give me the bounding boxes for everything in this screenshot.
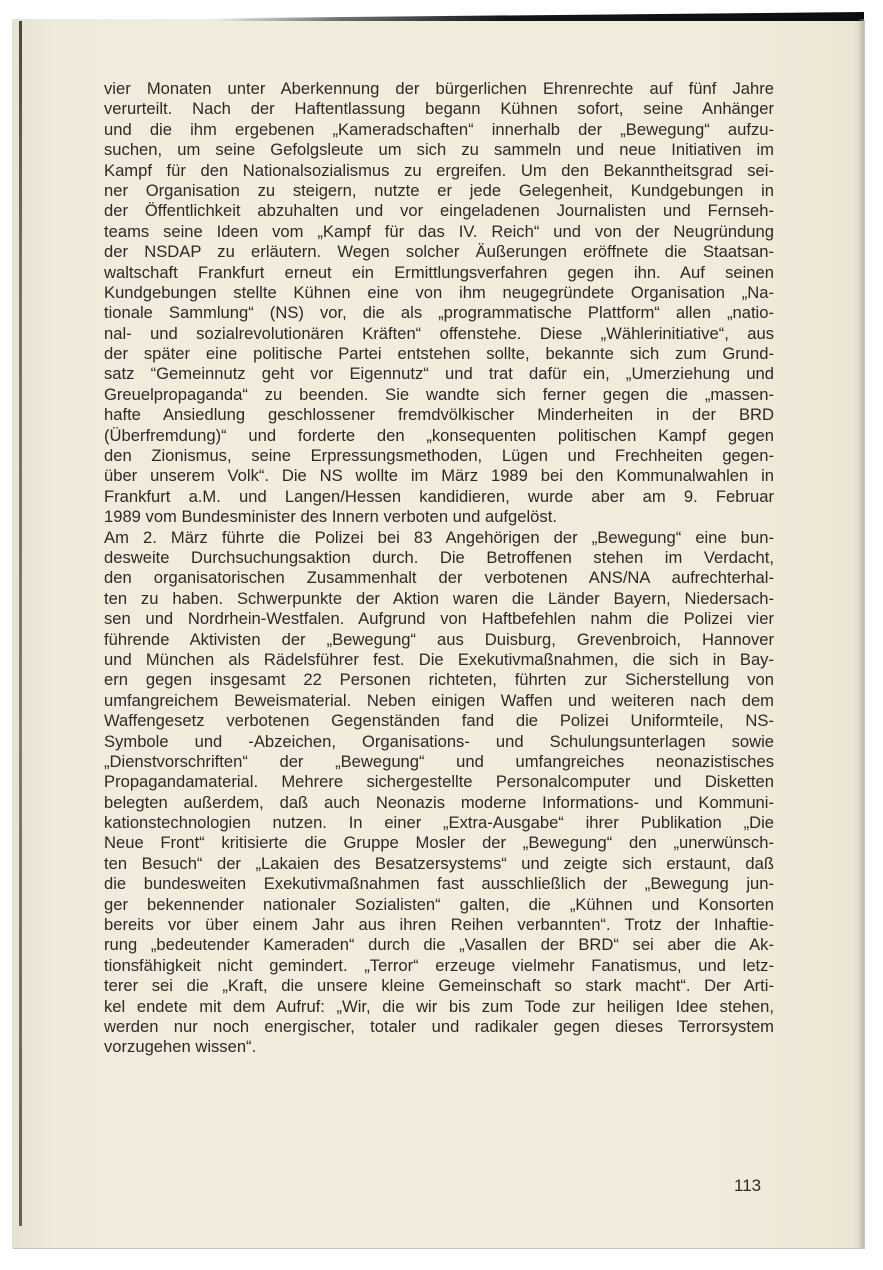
text-line: belegten außerdem, daß auch Neonazis moderne Informations- und Kommuni- <box>104 792 774 812</box>
text-line: rung „bedeutender Kameraden“ durch die „Vasallen der BRD“ sei aber die Ak- <box>104 935 774 955</box>
text-line: ten zu haben. Schwerpunkte der Aktion waren die Länder Bayern, Niedersach- <box>104 588 774 608</box>
text-line: den organisatorischen Zusammenhalt der verbotenen ANS/NA aufrechterhal- <box>104 568 774 588</box>
text-line: und die ihm ergebenen „Kameradschaften“ innerhalb der „Bewegung“ aufzu- <box>104 119 774 139</box>
text-line: (Überfremdung)“ und forderte den „konsequenten politischen Kampf gegen <box>104 425 774 445</box>
text-line: kel endete mit dem Aufruf: „Wir, die wir bis zum Tode zur heiligen Idee stehen, <box>104 996 774 1016</box>
text-line: ger bekennender nationaler Sozialisten“ galten, die „Kühnen und Konsorten <box>104 894 774 914</box>
text-line: der NSDAP zu erläutern. Wegen solcher Äußerungen eröffnete die Staatsan- <box>104 242 774 262</box>
text-line: satz “Gemeinnutz geht vor Eigennutz“ und trat dafür ein, „Umerziehung und <box>104 364 774 384</box>
text-line: vorzugehen wissen“. <box>104 1037 257 1057</box>
text-line: ern gegen insgesamt 22 Personen richteten, führten zur Sicherstellung von <box>104 670 774 690</box>
page-right-shadow <box>858 19 864 1248</box>
text-line: Propagandamaterial. Mehrere sichergestellte Personalcomputer und Disketten <box>104 772 774 792</box>
text-line: tionale Sammlung“ (NS) vor, die als „programmatische Plattform“ allen „natio- <box>104 303 774 323</box>
text-line: Am 2. März führte die Polizei bei 83 Angehörigen der „Bewegung“ eine bun- <box>104 527 774 547</box>
text-line: nal- und sozialrevolutionären Kräften“ offenstehe. Diese „Wählerinitiative“, aus <box>104 323 774 343</box>
text-line: vier Monaten unter Aberkennung der bürgerlichen Ehrenrechte auf fünf Jahre <box>104 79 774 98</box>
text-line: Frankfurt a.M. und Langen/Hessen kandidieren, wurde aber am 9. Februar <box>104 486 774 506</box>
text-line: 1989 vom Bundesminister des Innern verboten und aufgelöst. <box>104 507 557 527</box>
text-line: Kundgebungen stellte Kühnen eine von ihm neugegründete Organisation „Na- <box>104 282 774 302</box>
body-text <box>104 79 774 1058</box>
text-line: bereits vor über einem Jahr aus ihren Reihen verbannten“. Trotz der Inhaftie- <box>104 915 774 935</box>
text-line: hafte Ansiedlung geschlossener fremdvölkischer Minderheiten in der BRD <box>104 405 774 425</box>
text-line: waltschaft Frankfurt erneut ein Ermittlungsverfahren gegen ihn. Auf seinen <box>104 262 774 282</box>
page-top-shadow <box>212 12 864 21</box>
text-line: werden nur noch energischer, totaler und radikaler gegen dieses Terrorsystem <box>104 1016 774 1036</box>
text-line: kationstechnologien nutzen. In einer „Extra-Ausgabe“ ihrer Publikation „Die <box>104 813 774 833</box>
page-number: 113 <box>734 1176 762 1195</box>
text-line: verurteilt. Nach der Haftentlassung begann Kühnen sofort, seine Anhänger <box>104 99 774 119</box>
text-line: ner Organisation zu steigern, nutzte er jede Gelegenheit, Kundgebungen in <box>104 180 774 200</box>
text-line: sen und Nordrhein-Westfalen. Aufgrund von Haftbefehlen nahm die Polizei vier <box>104 609 774 629</box>
text-line: terer sei die „Kraft, die unsere kleine Gemeinschaft so stark macht“. Der Arti- <box>104 976 774 996</box>
page-binding-edge <box>19 21 22 1226</box>
text-line: der Öffentlichkeit abzuhalten und vor eingeladenen Journalisten und Fernseh- <box>104 201 774 221</box>
text-line: tionsfähigkeit nicht gemindert. „Terror“ erzeuge vielmehr Fanatismus, und letz- <box>104 955 774 975</box>
paragraph-1 <box>104 79 774 528</box>
text-line: teams seine Ideen vom „Kampf für das IV. Reich“ und von der Neugründung <box>104 221 774 241</box>
paragraph-2 <box>104 528 774 1058</box>
text-line: desweite Durchsuchungsaktion durch. Die Betroffenen stehen im Verdacht, <box>104 547 774 567</box>
text-line: umfangreichem Beweismaterial. Neben einigen Waffen und weiteren nach dem <box>104 690 774 710</box>
text-line: „Dienstvorschriften“ der „Bewegung“ und umfangreiches neonazistisches <box>104 751 774 771</box>
text-line: Kampf für den Nationalsozialismus zu ergreifen. Um den Bekanntheitsgrad sei- <box>104 160 774 180</box>
text-line: Waffengesetz verbotenen Gegenständen fand die Polizei Uniformteile, NS- <box>104 711 774 731</box>
text-line: den Zionismus, seine Erpressungsmethoden, Lügen und Frechheiten gegen- <box>104 446 774 466</box>
text-line: über unserem Volk“. Die NS wollte im März 1989 bei den Kommunalwahlen in <box>104 466 774 486</box>
text-line: ten Besuch“ der „Lakaien des Besatzersystems“ und zeigte sich erstaunt, daß <box>104 853 774 873</box>
text-line: führende Aktivisten der „Bewegung“ aus Duisburg, Grevenbroich, Hannover <box>104 629 774 649</box>
text-line: Greuelpropaganda“ zu beenden. Sie wandte sich ferner gegen die „massen- <box>104 384 774 404</box>
text-line: suchen, um seine Gefolgsleute um sich zu sammeln und neue Initiativen im <box>104 140 774 160</box>
text-line: Neue Front“ kritisierte die Gruppe Mosler der „Bewegung“ den „unerwünsch- <box>104 833 774 853</box>
text-line: die bundesweiten Exekutivmaßnahmen fast ausschließlich der „Bewegung jun- <box>104 874 774 894</box>
text-line: und München als Rädelsführer fest. Die Exekutivmaßnahmen, die sich in Bay- <box>104 649 774 669</box>
text-line: der später eine politische Partei entstehen sollte, bekannte sich zum Grund- <box>104 344 774 364</box>
text-line: Symbole und -Abzeichen, Organisations- und Schulungsunterlagen sowie <box>104 731 774 751</box>
